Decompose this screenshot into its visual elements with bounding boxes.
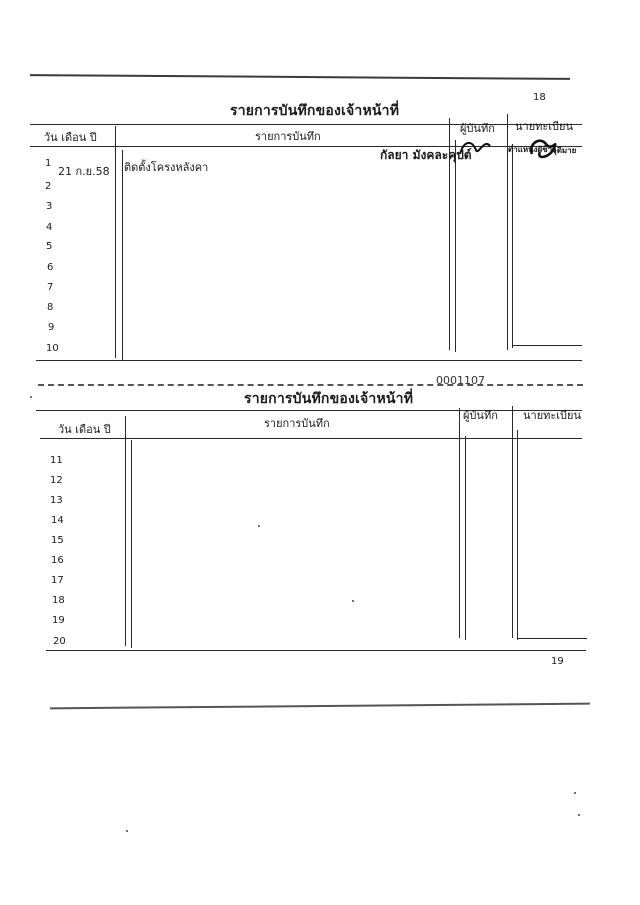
scan-speck	[126, 830, 128, 832]
row-number: 4	[46, 222, 53, 233]
page-number-top: 18	[533, 92, 546, 103]
row-number: 13	[50, 495, 63, 506]
col-line-2-4	[465, 436, 466, 640]
col-line-2-6	[517, 430, 518, 640]
col-line-2-5	[512, 406, 513, 638]
header-bottom-line	[30, 146, 582, 147]
col-line-6	[512, 144, 513, 348]
scan-speck	[30, 396, 32, 398]
row-number: 14	[51, 515, 64, 526]
col-line-2	[122, 150, 123, 360]
section-2-bottom-line	[46, 650, 586, 651]
recorder-signature: กัลยา มังคละคุปต์	[380, 148, 472, 162]
col-line-4	[455, 140, 456, 352]
header-top-line-2	[36, 410, 582, 411]
registrar-suffix-text: จุติมาย	[552, 146, 577, 155]
header-bottom-line-2	[40, 438, 582, 439]
row-number: 16	[51, 555, 64, 566]
registrar-stamp-text: ตำแหน่งผัช้าง	[508, 145, 557, 154]
section-2-bottom-right	[517, 638, 587, 639]
row-number: 9	[48, 322, 55, 333]
row-number: 20	[53, 636, 66, 647]
page-number-bottom: 19	[551, 656, 564, 667]
entry-text: ติดตั้งโครงหลังคา	[124, 161, 209, 174]
section-2-title: รายการบันทึกของเจ้าหน้าที่	[244, 391, 414, 407]
row-number: 1	[45, 158, 52, 169]
section-1	[0, 0, 640, 370]
entry-date: 21 ก.ย.58	[58, 165, 110, 178]
row-number: 3	[46, 201, 53, 212]
col-line-2-1	[125, 416, 126, 646]
section-2	[0, 380, 640, 720]
recorder-signature-flourish	[456, 136, 496, 160]
header-registrar-2: นายทะเบียน	[523, 409, 582, 422]
top-rule	[30, 74, 570, 80]
row-number: 8	[47, 302, 54, 313]
row-number: 11	[50, 455, 63, 466]
row-number: 17	[51, 575, 64, 586]
row-number: 6	[47, 262, 54, 273]
col-line-2-2	[131, 440, 132, 648]
row-number: 12	[50, 475, 63, 486]
section-1-bottom-line	[36, 360, 582, 361]
row-number: 10	[46, 343, 59, 354]
header-recorder-2: ผู้บันทึก	[463, 409, 498, 422]
header-top-line	[30, 124, 582, 125]
header-record: รายการบันทึก	[255, 130, 321, 143]
header-recorder: ผู้บันทึก	[460, 122, 495, 135]
row-number: 19	[52, 615, 65, 626]
serial-number-fragment: 0001107	[436, 374, 485, 387]
registrar-signature-mark	[526, 134, 566, 162]
col-line-2-3	[459, 408, 460, 638]
section-1-title: รายการบันทึกของเจ้าหน้าที่	[230, 103, 400, 119]
header-date: วัน เดือน ปี	[44, 131, 97, 144]
scan-speck	[578, 814, 580, 816]
row-number: 18	[52, 595, 65, 606]
section-1-bottom-right	[512, 345, 582, 346]
header-registrar: นายทะเบียน	[515, 120, 574, 133]
header-date-2: วัน เดือน ปี	[58, 423, 111, 436]
row-number: 7	[47, 282, 54, 293]
row-number: 5	[46, 241, 53, 252]
col-line-1	[115, 126, 116, 358]
row-number: 2	[45, 181, 52, 192]
scan-speck	[352, 600, 354, 602]
scan-speck	[574, 792, 576, 794]
header-record-2: รายการบันทึก	[264, 417, 330, 430]
scan-speck	[258, 525, 260, 527]
row-number: 15	[51, 535, 64, 546]
